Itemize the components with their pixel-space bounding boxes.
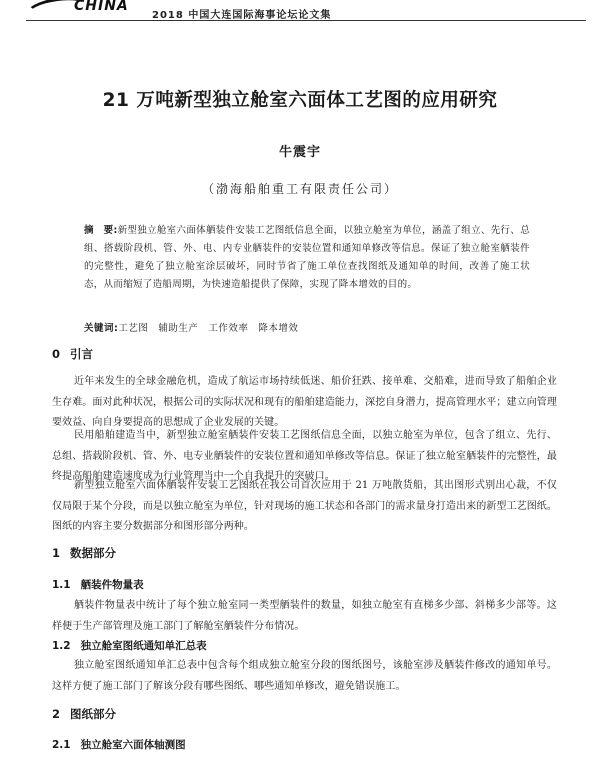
logo-text: CHINA [74,0,129,14]
section-heading-data [52,545,116,561]
keyword: 工艺图 [118,323,149,334]
abstract-label: 摘 要: [84,225,118,236]
paper-author: 牛震宇 [278,145,321,160]
body-paragraph: 舾装件物量表中统计了每个独立舱室同一类型舾装件的数量，如独立舱室有直梯多少部、斜梯多少部等。这样便于生产部管理及施工部门了解舱室舾装件分布情况。 [52,600,557,632]
subsection-number: 1.2 [52,640,71,652]
subsection-title: 舾装件物量表 [80,579,144,591]
paper-affiliation: （渤海船舶重工有限责任公司） [201,182,398,196]
body-paragraph: 独立舱室图纸通知单汇总表中包含每个组成独立舱室分段的图纸图号，该舱室涉及舾装件修改的通知单号。这样方便了施工部门了解该分段有哪些图纸、哪些通知单修改，避免错误施工。 [52,660,557,692]
subsection-heading-axonometric [52,737,186,752]
keywords-label: 关键词: [84,323,119,334]
subsection-heading-quantity-table [52,577,144,592]
section-number: 0 [52,347,61,361]
abstract [84,222,530,294]
section-number: 2 [52,707,61,721]
keywords [84,320,530,334]
conference-logo [26,0,144,20]
conference-name: 2018 中国大连国际海事论坛论文集 [152,10,332,21]
section-title: 数据部分 [70,546,117,560]
body-paragraph: 新型独立舱室六面体舾装件安装工艺图纸在我公司首次应用于 21 万吨散货船，其出图形式别出心裁，不仅仅局限于某个分段，而是以独立舱室为单位，针对现场的施工状态和各部门的需求量身打造出来的新型工艺图纸。图纸的内容主要分数据部分和图形部分两种。 [52,480,557,532]
subsection-heading-notice-table [52,638,207,653]
subsection-title: 独立舱室图纸通知单汇总表 [80,640,207,652]
keyword: 降本增效 [258,323,299,334]
abstract-text: 新型独立舱室六面体舾装件安装工艺图纸信息全面，以独立舱室为单位，涵盖了组立、先行、总组、搭载阶段机、管、外、电、内专业舾装件的安装位置和通知单修改等信息。保证了独立舱室舾装件的完整性，避免了独立舱室涂层破坏，同时节省了施工单位查找图纸及通知单的时间，改善了施工状态，从而缩短了造船周期，为快速造船提供了保障，实现了降本增效的目的。 [84,225,530,290]
section-number: 1 [52,546,61,560]
section-heading-drawings [52,706,116,722]
paper-title: 21 万吨新型独立舱室六面体工艺图的应用研究 [102,90,498,111]
running-header [0,0,600,26]
subsection-number: 1.1 [52,579,71,591]
section-title: 图纸部分 [70,707,117,721]
body-paragraph: 民用船舶建造当中，新型独立舱室舾装件安装工艺图纸信息全面，以独立舱室为单位，包含了组立、先行、总组、搭载阶段机、管、外、电专业舾装件的安装位置和通知单修改等信息。保证了独立舱室舾装件的完整性，最终提高船舶建造速度成为行业管理当中一个自我提升的突破口。 [52,430,557,482]
keyword: 工作效率 [208,323,249,334]
keyword: 辅助生产 [158,323,199,334]
header-rule [26,20,586,21]
section-heading-introduction [52,346,93,362]
section-title: 引言 [70,347,94,361]
body-paragraph: 近年来发生的全球金融危机，造成了航运市场持续低迷、船价狂跌、接单难、交船难，进而导致了船舶企业生存难。面对此种状况，根据公司的实际状况和现有的船舶建造能力，深挖自身潜力，提高管理水平；建立向管理要效益、向自身要提高的思想成了企业发展的关键。 [52,376,557,428]
subsection-title: 独立舱室六面体轴测图 [80,739,186,751]
subsection-number: 2.1 [52,739,71,751]
